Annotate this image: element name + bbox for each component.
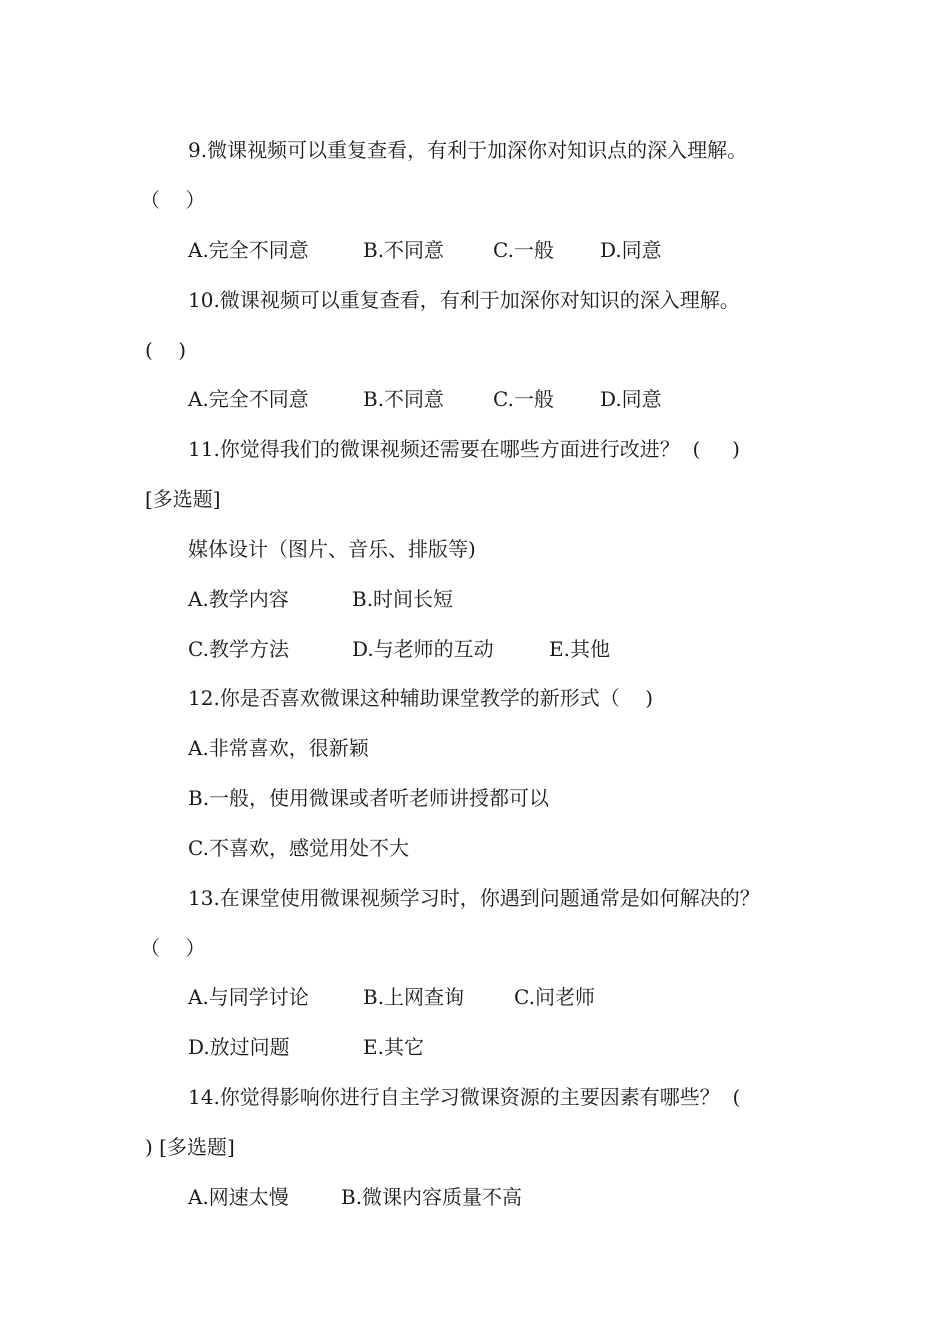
question-10-answer-blank: ( ) (145, 338, 187, 362)
question-12-option-b: B.一般，使用微课或者听老师讲授都可以 (188, 786, 550, 810)
question-10-option-d: D.同意 (600, 387, 662, 411)
question-12-stem: 12.你是否喜欢微课这种辅助课堂教学的新形式（ ) (188, 686, 654, 710)
question-13-option-e: E.其它 (363, 1035, 424, 1059)
question-9-answer-blank: （ ） (140, 188, 206, 212)
question-11-stem: 11.你觉得我们的微课视频还需要在哪些方面进行改进？ ( ) (188, 437, 740, 461)
question-14-option-a: A.网速太慢 (188, 1185, 289, 1209)
question-14-option-b: B.微课内容质量不高 (341, 1185, 523, 1209)
question-11-option-c: C.教学方法 (188, 637, 289, 661)
question-9-stem: 9.微课视频可以重复查看，有利于加深你对知识点的深入理解。 (188, 138, 748, 162)
question-11-option-e: E.其他 (549, 637, 610, 661)
question-12-option-c: C.不喜欢，感觉用处不大 (188, 836, 409, 860)
question-14-multi-select-tag: ) [多选题] (145, 1135, 235, 1159)
question-10-option-b: B.不同意 (363, 387, 445, 411)
question-13-option-b: B.上网查询 (363, 985, 465, 1009)
question-13-answer-blank: （ ） (140, 936, 206, 960)
question-9-option-a: A.完全不同意 (188, 238, 309, 262)
question-10-option-c: C.一般 (493, 387, 554, 411)
question-11-extra-option: 媒体设计（图片、音乐、排版等) (188, 537, 476, 561)
question-10-option-a: A.完全不同意 (188, 387, 309, 411)
question-10-stem: 10.微课视频可以重复查看，有利于加深你对知识的深入理解。 (188, 288, 740, 312)
question-9-option-c: C.一般 (493, 238, 554, 262)
question-9-option-d: D.同意 (600, 238, 662, 262)
question-13-option-a: A.与同学讨论 (188, 985, 309, 1009)
question-13-stem: 13.在课堂使用微课视频学习时，你遇到问题通常是如何解决的？ (188, 886, 760, 910)
question-13-option-c: C.问老师 (514, 985, 595, 1009)
question-11-multi-select-tag: [多选题] (145, 487, 221, 511)
question-11-option-b: B.时间长短 (352, 587, 454, 611)
question-11-option-d: D.与老师的互动 (352, 637, 494, 661)
question-11-option-a: A.教学内容 (188, 587, 289, 611)
question-14-stem: 14.你觉得影响你进行自主学习微课资源的主要因素有哪些？ ( (188, 1085, 741, 1109)
question-13-option-d: D.放过问题 (188, 1035, 290, 1059)
question-9-option-b: B.不同意 (363, 238, 445, 262)
question-12-option-a: A.非常喜欢，很新颖 (188, 736, 369, 760)
